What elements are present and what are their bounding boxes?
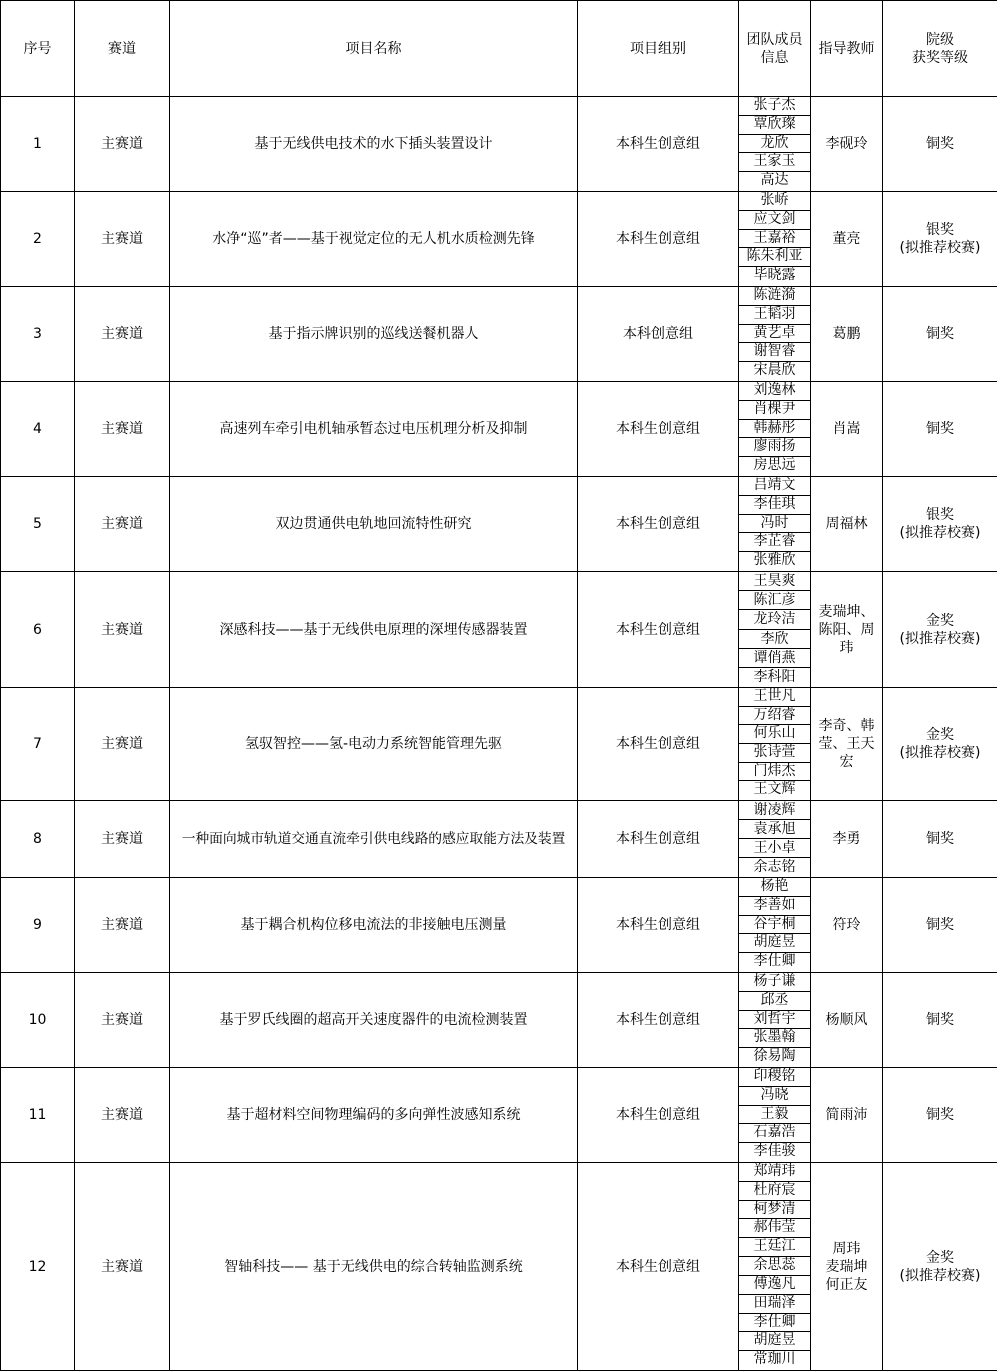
cell-seq: 6 [1,572,75,688]
cell-project-name: 基于耦合机构位移电流法的非接触电压测量 [170,878,578,973]
header-group: 项目组别 [578,1,739,97]
cell-group: 本科生创意组 [578,973,739,1068]
member-name: 杨子谦 [739,973,810,992]
header-award: 院级 获奖等级 [883,1,997,97]
header-teacher: 指导教师 [811,1,883,97]
member-name: 余思蕊 [739,1257,810,1276]
member-name: 石嘉浩 [739,1124,810,1143]
cell-group: 本科生创意组 [578,1068,739,1163]
member-name: 毕晓露 [753,267,796,284]
cell-track: 主赛道 [75,477,170,572]
cell-seq: 3 [1,287,75,382]
member-name: 傅逸凡 [739,1276,810,1295]
member-name: 王世凡 [739,688,810,707]
member-name: 王嘉裕 [739,230,810,249]
cell-teacher: 李勇 [811,801,883,878]
cell-members [739,477,811,572]
member-name: 李佳骏 [753,1143,796,1160]
member-name: 李仕卿 [739,1314,810,1333]
member-list [739,382,810,476]
member-name: 廖雨扬 [739,438,810,457]
cell-track: 主赛道 [75,192,170,287]
member-name: 王文辉 [753,781,796,798]
table-row [1,973,997,1068]
cell-award: 金奖 (拟推荐校赛) [883,1163,997,1371]
member-name: 应文剑 [739,211,810,230]
member-name: 张墨翰 [739,1029,810,1048]
member-list [739,287,810,381]
member-name: 肖棵尹 [739,401,810,420]
cell-award: 金奖 (拟推荐校赛) [883,572,997,688]
cell-members [739,287,811,382]
table-row [1,192,997,287]
cell-award: 银奖 (拟推荐校赛) [883,477,997,572]
cell-award: 金奖 (拟推荐校赛) [883,688,997,801]
cell-members [739,97,811,192]
table-row [1,801,997,878]
cell-seq: 4 [1,382,75,477]
member-name: 覃欣璨 [739,116,810,135]
cell-track: 主赛道 [75,97,170,192]
member-list [739,973,810,1067]
member-name: 邱丞 [739,992,810,1011]
cell-project-name: 水净“巡”者——基于视觉定位的无人机水质检测先锋 [170,192,578,287]
member-name: 李仕卿 [753,953,796,970]
member-name: 李佳琪 [739,496,810,515]
member-list [739,1068,810,1162]
member-list [739,97,810,191]
cell-project-name: 双边贯通供电轨地回流特性研究 [170,477,578,572]
cell-award: 铜奖 [883,801,997,878]
member-name: 宋晨欣 [753,362,796,379]
cell-members [739,382,811,477]
cell-award: 铜奖 [883,878,997,973]
member-name: 李善如 [739,897,810,916]
cell-award: 铜奖 [883,97,997,192]
cell-members [739,878,811,973]
member-name: 李芷睿 [739,533,810,552]
cell-teacher: 简雨沛 [811,1068,883,1163]
cell-track: 主赛道 [75,382,170,477]
member-name: 房思远 [753,457,796,474]
cell-members [739,1163,811,1371]
cell-members [739,801,811,878]
header-name: 项目名称 [170,1,578,97]
member-name: 龙玲洁 [739,610,810,629]
cell-track: 主赛道 [75,973,170,1068]
cell-group: 本科生创意组 [578,477,739,572]
member-name: 万绍睿 [739,707,810,726]
member-name: 王昊爽 [739,572,810,591]
member-list [739,477,810,571]
cell-members [739,572,811,688]
member-name: 陈涟漪 [739,287,810,306]
member-name: 王小卓 [739,839,810,858]
cell-seq: 12 [1,1163,75,1371]
cell-track: 主赛道 [75,572,170,688]
member-name: 王韬羽 [739,306,810,325]
table-row [1,1163,997,1371]
member-name: 冯时 [739,515,810,534]
cell-seq: 11 [1,1068,75,1163]
member-name: 韩赫彤 [739,420,810,439]
cell-seq: 9 [1,878,75,973]
cell-award: 铜奖 [883,973,997,1068]
member-name: 龙欣 [739,135,810,154]
cell-track: 主赛道 [75,801,170,878]
member-list [739,688,810,800]
member-name: 谢凌辉 [739,801,810,820]
cell-award: 铜奖 [883,287,997,382]
cell-teacher: 周福林 [811,477,883,572]
header-row [1,1,997,97]
cell-teacher: 李奇、韩 莹、王天 宏 [811,688,883,801]
cell-teacher: 麦瑞坤、 陈阳、周 玮 [811,572,883,688]
cell-track: 主赛道 [75,1068,170,1163]
table-body [1,97,997,1371]
cell-project-name: 一种面向城市轨道交通直流牵引供电线路的感应取能方法及装置 [170,801,578,878]
cell-award: 铜奖 [883,1068,997,1163]
member-list [739,572,810,687]
cell-group: 本科创意组 [578,287,739,382]
cell-track: 主赛道 [75,287,170,382]
table-row [1,688,997,801]
cell-teacher: 葛鹏 [811,287,883,382]
cell-group: 本科生创意组 [578,572,739,688]
cell-project-name: 深感科技——基于无线供电原理的深埋传感器装置 [170,572,578,688]
member-name: 印稷铭 [739,1068,810,1087]
member-name: 杜府宸 [739,1182,810,1201]
cell-award: 银奖 (拟推荐校赛) [883,192,997,287]
member-name: 陈汇彦 [739,591,810,610]
cell-group: 本科生创意组 [578,192,739,287]
cell-track: 主赛道 [75,878,170,973]
cell-teacher: 符玲 [811,878,883,973]
header-track: 赛道 [75,1,170,97]
member-name: 门炜杰 [739,763,810,782]
cell-teacher: 李砚玲 [811,97,883,192]
member-name: 冯晓 [739,1087,810,1106]
cell-teacher: 董亮 [811,192,883,287]
member-name: 李欣 [739,630,810,649]
cell-seq: 5 [1,477,75,572]
header-members: 团队成员 信息 [739,1,811,97]
cell-track: 主赛道 [75,1163,170,1371]
member-name: 田瑞泽 [739,1295,810,1314]
cell-teacher: 杨顺风 [811,973,883,1068]
member-name: 刘哲宇 [739,1011,810,1030]
cell-members [739,688,811,801]
member-name: 何乐山 [739,725,810,744]
member-name: 余志铭 [753,859,796,875]
cell-seq: 7 [1,688,75,801]
member-name: 王毅 [739,1106,810,1125]
member-name: 黄艺卓 [739,325,810,344]
cell-seq: 2 [1,192,75,287]
table-row [1,878,997,973]
member-name: 袁承旭 [739,820,810,839]
table-row [1,287,997,382]
table-row [1,382,997,477]
cell-group: 本科生创意组 [578,382,739,477]
member-name: 刘逸林 [739,382,810,401]
cell-project-name: 基于超材料空间物理编码的多向弹性波感知系统 [170,1068,578,1163]
cell-project-name: 基于指示牌识别的巡线送餐机器人 [170,287,578,382]
cell-teacher: 肖嵩 [811,382,883,477]
cell-group: 本科生创意组 [578,97,739,192]
member-name: 谭俏燕 [739,649,810,668]
cell-project-name: 氢驭智控——氢-电动力系统智能管理先驱 [170,688,578,801]
cell-teacher: 周玮 麦瑞坤 何正友 [811,1163,883,1371]
cell-members [739,192,811,287]
header-seq: 序号 [1,1,75,97]
member-name: 高达 [760,172,789,189]
member-name: 吕靖文 [739,477,810,496]
member-name: 谷宇桐 [739,916,810,935]
member-list [739,878,810,972]
member-name: 王廷江 [739,1238,810,1257]
cell-group: 本科生创意组 [578,1163,739,1371]
member-name: 李科阳 [753,668,796,685]
table-row [1,1068,997,1163]
member-name: 郑靖玮 [739,1163,810,1182]
member-name: 张子杰 [739,97,810,116]
cell-members [739,973,811,1068]
table-row [1,97,997,192]
member-name: 王家玉 [739,153,810,172]
cell-group: 本科生创意组 [578,878,739,973]
cell-members [739,1068,811,1163]
table-row [1,477,997,572]
member-name: 陈朱利亚 [739,248,810,267]
member-name: 胡庭昱 [739,1332,810,1351]
member-name: 张雅欣 [753,552,796,569]
cell-project-name: 基于罗氏线圈的超高开关速度器件的电流检测装置 [170,973,578,1068]
cell-project-name: 基于无线供电技术的水下插头装置设计 [170,97,578,192]
member-name: 张峤 [739,192,810,211]
member-name: 郝伟莹 [739,1219,810,1238]
member-list [739,192,810,286]
cell-seq: 1 [1,97,75,192]
member-name: 谢智睿 [739,343,810,362]
cell-project-name: 高速列车牵引电机轴承暂态过电压机理分析及抑制 [170,382,578,477]
cell-seq: 10 [1,973,75,1068]
member-name: 徐易陶 [753,1048,796,1065]
member-name: 柯梦清 [739,1201,810,1220]
member-list [739,1163,810,1370]
member-name: 张诗萱 [739,744,810,763]
member-name: 常珈川 [753,1351,796,1368]
cell-award: 铜奖 [883,382,997,477]
member-name: 杨艳 [739,878,810,897]
cell-track: 主赛道 [75,688,170,801]
table-row [1,572,997,688]
member-list [739,801,810,877]
member-name: 胡庭昱 [739,934,810,953]
cell-project-name: 智轴科技—— 基于无线供电的综合转轴监测系统 [170,1163,578,1371]
cell-seq: 8 [1,801,75,878]
cell-group: 本科生创意组 [578,801,739,878]
cell-group: 本科生创意组 [578,688,739,801]
